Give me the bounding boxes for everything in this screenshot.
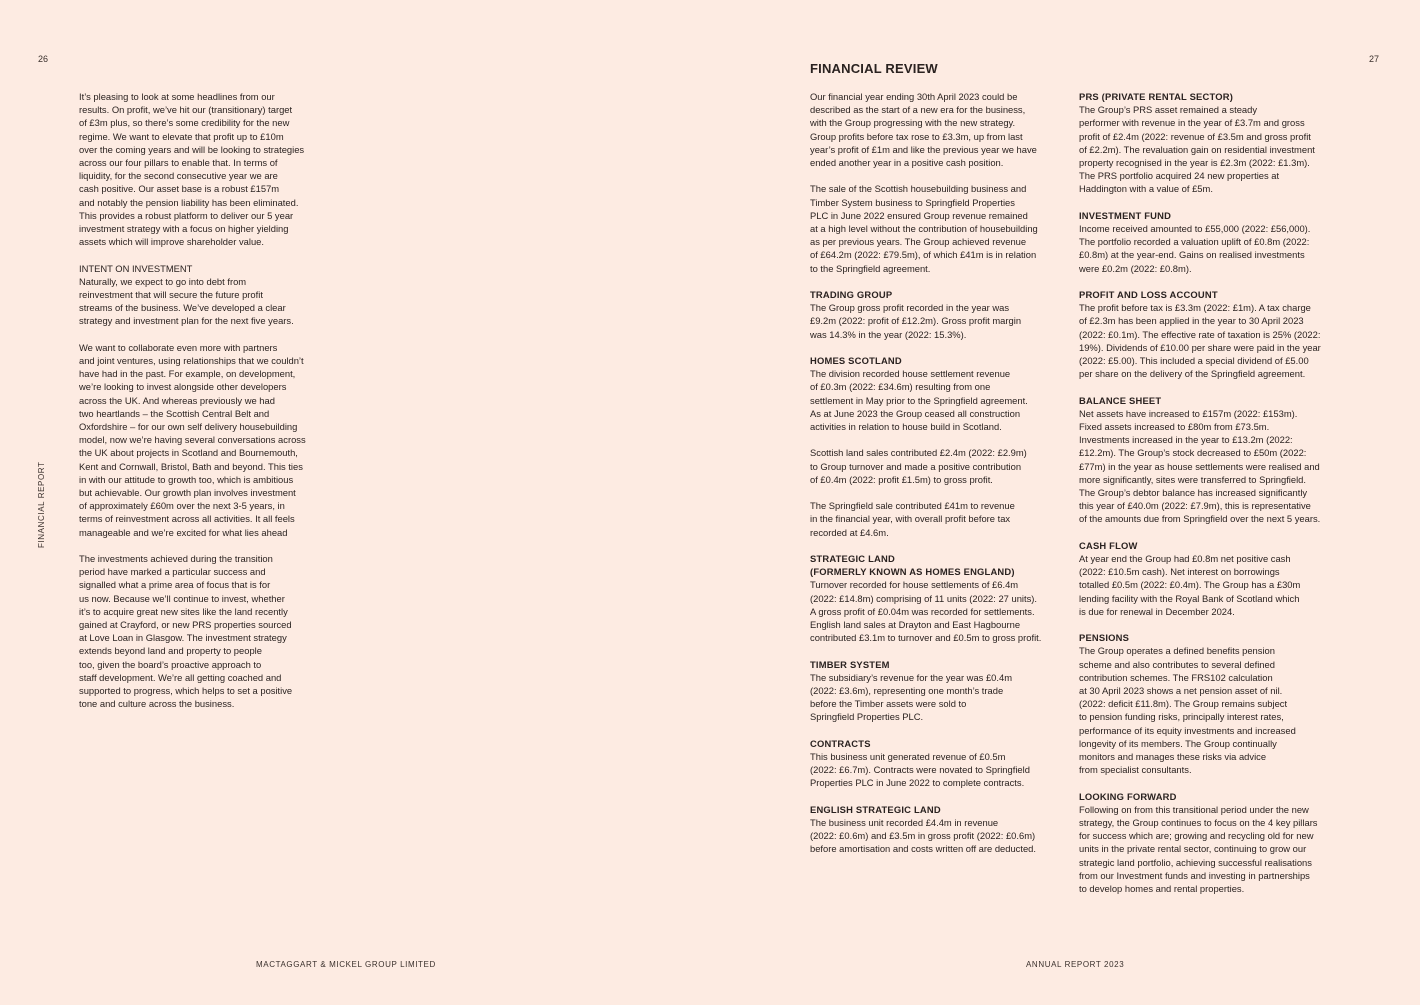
paragraph-profit-and-loss: The profit before tax is £3.3m (2022: £1m). A tax charge of £2.3m has been applied in the year to 30 April 2023 (2022: £0.1m). The effective rate of taxation is 25% (2022: 19%). Dividends of £10.00 per share were paid in the year (2022: £5.00). This included a special dividend of £5.00 per share on the delivery of the Springfield agreement. [1079,302,1321,380]
section-contracts [810,737,1062,790]
paragraph-reinvestment: Naturally, we expect to go into debt from reinvestment that will secure the future profit streams of the business. We’ve developed a clear strategy and investment plan for the next five years. [79,275,294,327]
heading-profit-and-loss: PROFIT AND LOSS ACCOUNT [1079,289,1218,301]
heading-timber-system: TIMBER SYSTEM [810,658,890,670]
paragraph-investment-fund: Income received amounted to £55,000 (2022: £56,000). The portfolio recorded a valuation uplift of £0.8m (2022: £0.8m) at the year-end. Gains on realised investments were £0.2m (2022: £0.8m). [1079,223,1311,274]
paragraph-contracts: This business unit generated revenue of £0.5m (2022: £6.7m). Contracts were novated to Springfield Properties PLC in June 2022 to complete contracts. [810,751,1030,789]
heading-looking-forward: LOOKING FORWARD [1079,790,1177,802]
paragraph-timber-system: The subsidiary’s revenue for the year was £0.4m (2022: £3.6m), representing one month’s trade before the Timber assets were sold to Springfield Properties PLC. [810,671,1013,723]
section-balance-sheet [1079,394,1341,526]
section-prs [1079,90,1341,196]
paragraph-pensions: The Group operates a defined benefits pension scheme and also contributes to several defined contribution schemes. The FRS102 calculation at 30 April 2023 shows a net pension asset of nil. (2022: deficit £11.8m). The Group remains subject to pension funding risks, principally interest rates, performance of its equity investments and increased longevity of its members. The Group continually monitors and manages these risks via advice from specialist consultants. [1079,645,1296,776]
paragraph-balance-sheet: Net assets have increased to £157m (2022: £153m). Fixed assets increased to £80m from £73.5m. Investments increased in the year to £13.2m (2022: £12.2m). The Group’s stock decreased to £50m (2022: £77m) in the year as house settlements were realised and more significantly, sites were transferred to Springfield. The Group’s debtor balance has increased significantly this year of £40.0m (2022: £7.9m), this is representative of the amounts due from Springfield over the next 5 years. [1079,407,1321,525]
heading-contracts: CONTRACTS [810,737,871,749]
section-profit-and-loss [1079,288,1341,380]
paragraph-looking-forward: Following on from this transitional period under the new strategy, the Group continues to focus on the 4 key pillars for success which are; growing and recycling old for new units in the private rental sector, continuing to grow our strategic land portfolio, achieving successful realisations from our Investment funds and investing in partnerships to develop homes and rental properties. [1079,803,1318,895]
heading-homes-scotland: HOMES SCOTLAND [810,355,902,367]
review-column-right [1079,90,1341,908]
footer-report-title: ANNUAL REPORT 2023 [1026,960,1125,969]
paragraph-trading-group: The Group gross profit recorded in the year was £9.2m (2022: profit of £12.2m). Gross profit margin was 14.3% in the year (2022: 15.3%). [810,302,1022,340]
section-looking-forward [1079,790,1341,896]
paragraph-homes-scotland-2: Scottish land sales contributed £2.4m (2022: £2.9m) to Group turnover and made a positive contribution of £0.4m (2022: profit £1.5m) to gross profit. [810,447,1027,485]
paragraph-intro-2: The sale of the Scottish housebuilding business and Timber System business to Springfield Properties PLC in June 2022 ensured Group revenue remained at a high level without the contribution of housebuilding as per previous years. The Group achieved revenue of £64.2m (2022: £79.5m), of which £41m is in relation to the Springfield agreement. [810,183,1038,274]
section-homes-scotland [810,354,1062,539]
section-cash-flow [1079,539,1341,618]
section-investment-fund [1079,209,1341,275]
paragraph-homes-scotland-1: The division recorded house settlement revenue of £0.3m (2022: £34.6m) resulting from one settlement in May prior to the Springfield agreement. As at June 2023 the Group ceased all construction activities in relation to house build in Scotland. [810,368,1028,433]
heading-trading-group: TRADING GROUP [810,289,893,301]
paragraph-homes-scotland-3: The Springfield sale contributed £41m to revenue in the financial year, with overall profit before tax recorded at £4.6m. [810,500,1015,538]
section-trading-group [810,288,1062,341]
paragraph-collaborate: We want to collaborate even more with partners and joint ventures, using relationships that we couldn’t have had in the past. For example, on development, we’re looking to invest alongside other developers across the UK. And whereas previously we had two heartlands – the Scottish Central Belt and Oxfordshire – for our own self delivery housebuilding model, now we’re having several conversations across the UK about projects in Scotland and Bournemouth, Kent and Cornwall, Bristol, Bath and beyond. This ties in with our attitude to growth too, which is ambitious but achievable. Our growth plan involves investment of approximately £60m over the next 3-5 years, in terms of reinvestment across all activities. It all feels manageable and we’re excited for what lies ahead [79,341,306,538]
heading-strategic-land: STRATEGIC LAND (FORMERLY KNOWN AS HOMES ENGLAND) [810,553,1015,578]
heading-english-strategic-land: ENGLISH STRATEGIC LAND [810,803,941,815]
paragraph-cash-flow: At year end the Group had £0.8m net positive cash (2022: £10.5m cash). Net interest on borrowings totalled £0.5m (2022: £0.4m). The Group has a £30m lending facility with the Royal Bank of Scotland which is due for renewal in December 2024. [1079,553,1301,617]
page-number-left: 26 [38,54,49,64]
footer-company-name: MACTAGGART & MICKEL GROUP LIMITED [256,960,436,969]
heading-investment-fund: INVESTMENT FUND [1079,209,1172,221]
heading-balance-sheet: BALANCE SHEET [1079,394,1162,406]
heading-prs: PRS (PRIVATE RENTAL SECTOR) [1079,91,1234,102]
review-column-middle [810,90,1062,869]
page-number-right: 27 [1369,54,1380,64]
paragraph-intro-1: Our financial year ending 30th April 2023 could be described as the start of a new era for the business, with the Group progressing with the new strategy. Group profits before tax rose to £3.3m, up from last year’s profit of £1m and like the previous year we have ended another year in a positive cash position. [810,91,1037,169]
side-section-label: FINANCIAL REPORT [37,461,46,548]
section-intro [810,90,1062,275]
paragraph-english-strategic-land: The business unit recorded £4.4m in revenue (2022: £0.6m) and £3.5m in gross profit (2022: £0.6m) before amortisation and costs written off are deducted. [810,817,1036,855]
subheading-intent-on-investment: INTENT ON INVESTMENT [79,262,193,274]
page-title: FINANCIAL REVIEW [810,61,938,76]
paragraph-investments-achieved: The investments achieved during the transition period have marked a particular success and signalled what a prime area of focus that is for us now. Because we’ll continue to invest, whether it’s to acquire great new sites like the land recently gained at Crayford, or new PRS properties sourced at Love Loan in Glasgow. The investment strategy extends beyond land and property to people too, given the board’s proactive approach to staff development. We’re all getting coached and supported to progress, which helps to set a positive tone and culture across the business. [79,553,293,710]
paragraph-prs: The Group’s PRS asset remained a steady performer with revenue in the year of £3.7m and gross profit of £2.4m (2022: revenue of £3.5m and gross profit of £2.2m). The revaluation gain on residential investment property recognised in the year is £2.3m (2022: £1.3m). The PRS portfolio acquired 24 new properties at Haddington with a value of £5m. [1079,104,1315,195]
heading-pensions: PENSIONS [1079,632,1130,644]
section-strategic-land [810,552,1062,644]
section-pensions [1079,631,1341,776]
section-timber-system [810,658,1062,724]
section-english-strategic-land [810,803,1062,856]
paragraph-strategic-land: Turnover recorded for house settlements of £6.4m (2022: £14.8m) comprising of 11 units (2022: 27 units). A gross profit of £0.04m was recorded for settlements. English land sales at Drayton and East Hagbourne contributed £3.1m to turnover and £0.5m to gross profit. [810,579,1042,644]
left-page-column [79,90,324,724]
paragraph-headlines: It’s pleasing to look at some headlines from our results. On profit, we’ve hit our (transitionary) target of £3m plus, so there’s some credibility for the new regime. We want to elevate that profit up to £10m over the coming years and will be looking to strategies across our four pillars to enable that. In terms of liquidity, for the second consecutive year we are cash positive. Our asset base is a robust £157m and notably the pension liability has been eliminated. This provides a robust platform to deliver our 5 year investment strategy with a focus on higher yielding assets which will improve shareholder value. [79,91,305,248]
heading-cash-flow: CASH FLOW [1079,539,1138,551]
